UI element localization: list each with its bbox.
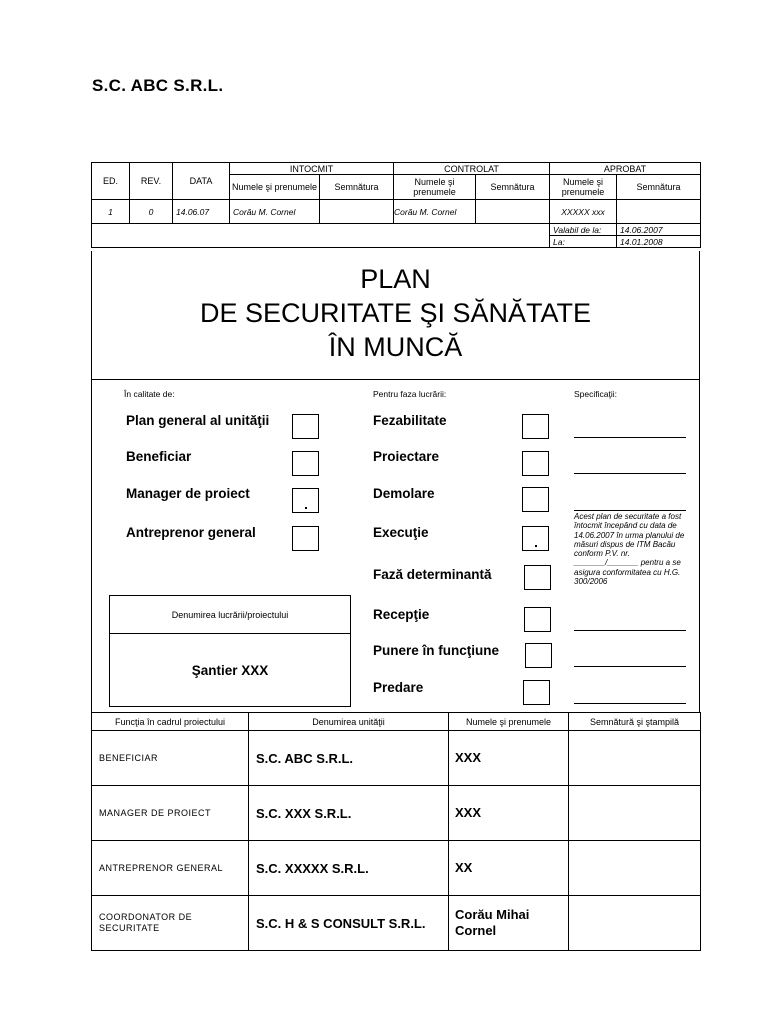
row-functia: ANTREPRENOR GENERAL <box>92 841 249 896</box>
ed-label: ED. <box>92 163 130 200</box>
row-functia: MANAGER DE PROIECT <box>92 786 249 841</box>
data-label: DATA <box>173 163 230 200</box>
controlat-name: Corău M. Cornel <box>394 200 476 224</box>
aprobat-name-label: Numele şi prenumele <box>550 175 617 200</box>
option-demolare: Demolare <box>373 486 435 501</box>
project-name-value: Şantier XXX <box>191 662 269 678</box>
checkbox-demolare[interactable] <box>522 487 549 512</box>
row-semnatura <box>569 786 701 841</box>
checkbox-executie[interactable] <box>522 526 549 551</box>
faza-label: Pentru faza lucrării: <box>373 389 447 399</box>
controlat-signature-label: Semnătura <box>476 175 550 200</box>
spec-line-6 <box>574 703 686 704</box>
col-header-semnatura: Semnătură şi ştampilă <box>569 713 701 731</box>
header-blank <box>92 224 550 248</box>
date-value: 14.06.07 <box>173 200 230 224</box>
controlat-label: CONTROLAT <box>394 163 550 175</box>
option-fezabilitate: Fezabilitate <box>373 413 447 428</box>
aprobat-name: XXXXX xxx <box>550 200 617 224</box>
spec-line-5 <box>574 666 686 667</box>
aprobat-signature <box>617 200 701 224</box>
row-unitate: S.C. ABC S.R.L. <box>249 731 449 786</box>
row-semnatura <box>569 896 701 951</box>
row-unitate: S.C. XXXXX S.R.L. <box>249 841 449 896</box>
intocmit-name-label: Numele şi prenumele <box>230 175 320 200</box>
row-nume: XX <box>449 841 569 896</box>
col-header-nume: Numele şi prenumele <box>449 713 569 731</box>
title-line-3: ÎN MUNCĂ <box>328 332 463 362</box>
project-name-box <box>109 595 351 707</box>
title-line-2: DE SECURITATE ŞI SĂNĂTATE <box>199 298 592 328</box>
specificatii-label: Specificaţii: <box>574 389 617 399</box>
controlat-name-label: Numele şi prenumele <box>394 175 476 200</box>
row-unitate: S.C. XXX S.R.L. <box>249 786 449 841</box>
row-functia: COORDONATOR DE SECURITATE <box>92 896 249 951</box>
checkbox-fezabilitate[interactable] <box>522 414 549 439</box>
option-antreprenor-general: Antreprenor general <box>126 525 256 540</box>
option-faza-determinanta: Fază determinantă <box>373 567 492 582</box>
intocmit-name: Corău M. Cornel <box>230 200 320 224</box>
spec-line-2 <box>574 473 686 474</box>
table-row <box>92 841 701 896</box>
row-semnatura <box>569 841 701 896</box>
checkbox-punere-in-functiune[interactable] <box>525 643 552 668</box>
table-row <box>92 786 701 841</box>
option-plan-general: Plan general al unităţii <box>126 413 270 428</box>
option-beneficiar: Beneficiar <box>126 449 192 464</box>
option-executie: Execuţie <box>373 525 429 540</box>
checkbox-predare[interactable] <box>523 680 550 705</box>
company-name: S.C. ABC S.R.L. <box>92 76 224 95</box>
checkbox-beneficiar[interactable] <box>292 451 319 476</box>
valabil-value: 14.06.2007 <box>617 224 701 236</box>
checkbox-antreprenor-general[interactable] <box>292 526 319 551</box>
la-value: 14.01.2008 <box>617 236 701 248</box>
checkbox-faza-determinanta[interactable] <box>524 565 551 590</box>
table-row <box>92 731 701 786</box>
row-nume: XXX <box>449 731 569 786</box>
option-predare: Predare <box>373 680 424 695</box>
checkbox-proiectare[interactable] <box>522 451 549 476</box>
row-unitate: S.C. H & S CONSULT S.R.L. <box>249 896 449 951</box>
rev-label: REV. <box>130 163 173 200</box>
checkbox-receptie[interactable] <box>524 607 551 632</box>
document-header-table <box>91 162 701 248</box>
table-row <box>92 896 701 951</box>
title-line-1: PLAN <box>360 264 431 294</box>
intocmit-signature <box>320 200 394 224</box>
rev-value: 0 <box>130 200 173 224</box>
intocmit-label: INTOCMIT <box>230 163 394 175</box>
aprobat-label: APROBAT <box>550 163 701 175</box>
row-semnatura <box>569 731 701 786</box>
plan-note: Acest plan de securitate a fost întocmit începând cu data de 14.06.2007 în urma planului de măsuri dispus de ITM Bacău conform P.V. nr. _______/_______ pentru a se asigura conformitatea cu H.G. 300/2006 <box>574 512 685 587</box>
participants-table <box>91 712 701 951</box>
intocmit-signature-label: Semnătura <box>320 175 394 200</box>
ed-value: 1 <box>92 200 130 224</box>
row-nume: XXX <box>449 786 569 841</box>
option-receptie: Recepţie <box>373 607 430 622</box>
col-header-functia: Funcţia în cadrul proiectului <box>92 713 249 731</box>
aprobat-signature-label: Semnătura <box>617 175 701 200</box>
row-nume: Corău Mihai Cornel <box>449 896 569 951</box>
controlat-signature <box>476 200 550 224</box>
calitate-label: În calitate de: <box>124 389 175 399</box>
project-name-label: Denumirea lucrării/proiectului <box>110 596 350 634</box>
option-punere-in-functiune: Punere în funcţiune <box>373 643 500 658</box>
la-label: La: <box>550 236 617 248</box>
option-manager-proiect: Manager de proiect <box>126 486 250 501</box>
checkbox-manager-proiect[interactable] <box>292 488 319 513</box>
col-header-unitate: Denumirea unităţii <box>249 713 449 731</box>
title-box <box>91 251 700 380</box>
option-proiectare: Proiectare <box>373 449 440 464</box>
checkbox-plan-general[interactable] <box>292 414 319 439</box>
row-functia: BENEFICIAR <box>92 731 249 786</box>
valabil-label: Valabil de la: <box>550 224 617 236</box>
spec-line-1 <box>574 437 686 438</box>
spec-line-4 <box>574 630 686 631</box>
spec-line-3 <box>574 510 686 511</box>
